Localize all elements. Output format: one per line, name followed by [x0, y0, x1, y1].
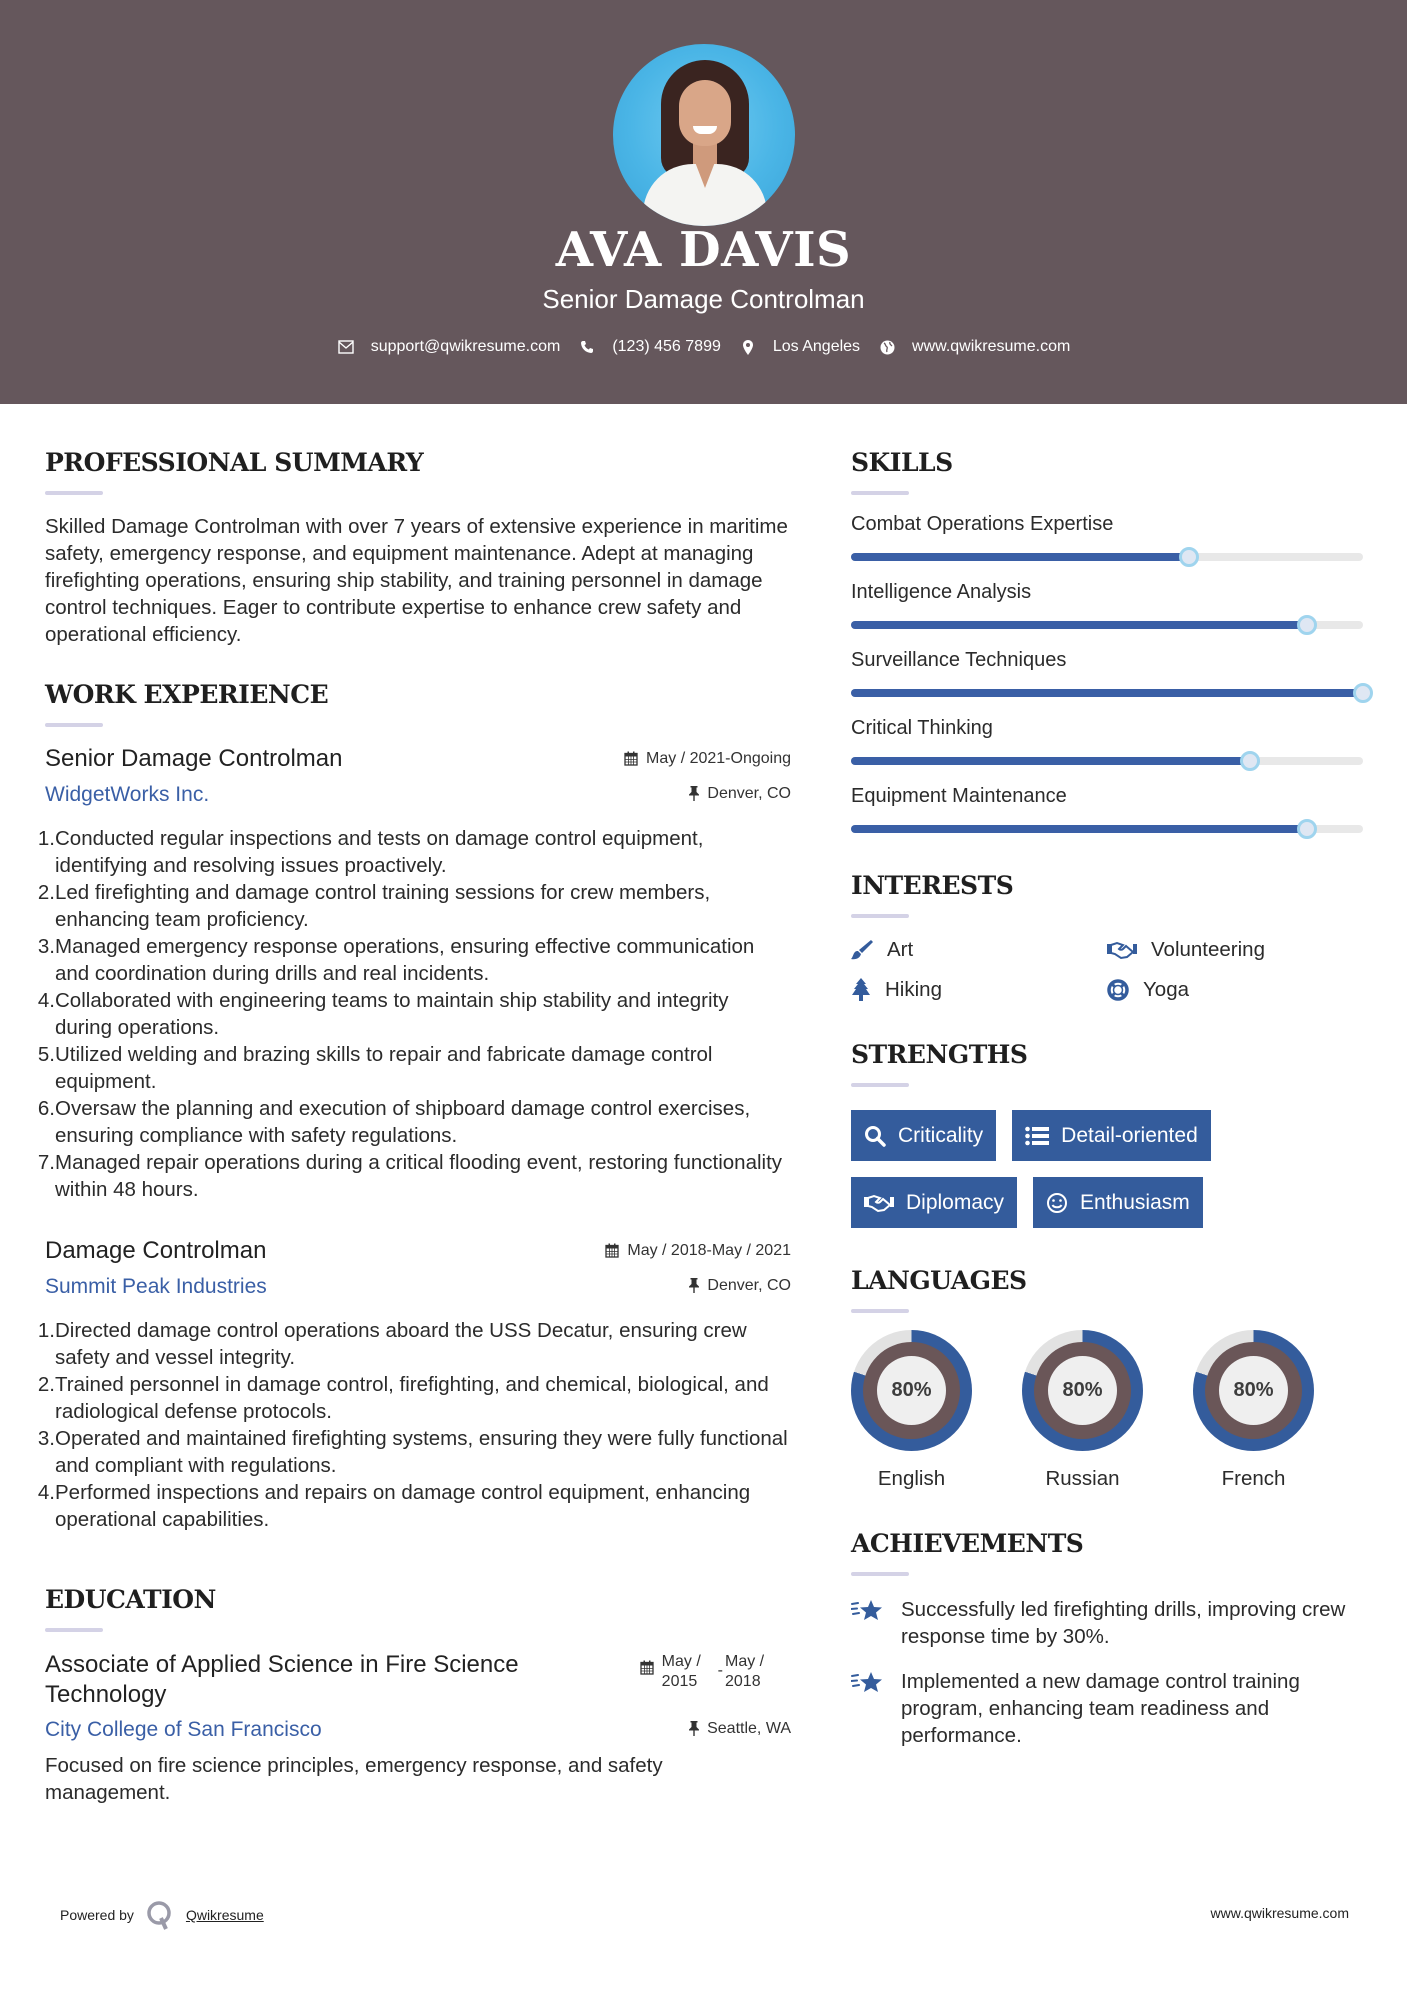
strength-chip: Detail-oriented	[1012, 1110, 1211, 1161]
education-dates: May / 2015 - May / 2018	[640, 1652, 791, 1692]
list-item: 5. Utilized welding and brazing skills to repair and fabricate damage control equipment.	[37, 1043, 713, 1093]
job-entry	[37, 745, 791, 1203]
contact-phone-text: (123) 456 7899	[612, 338, 721, 355]
list-item: 2. Led firefighting and damage control training sessions for crew members, enhancing team proficiency.	[37, 881, 711, 931]
achievement-item: Successfully led firefighting drills, improving crew response time by 30%.	[851, 1596, 1367, 1650]
school-name: City College of San Francisco	[45, 1718, 322, 1741]
calendar-icon	[640, 1660, 654, 1675]
shooting-star-icon	[851, 1598, 883, 1624]
education-section	[45, 1585, 791, 1806]
language-item: 80% Russian	[1022, 1330, 1193, 1491]
section-divider	[45, 491, 103, 495]
envelope-icon	[337, 338, 355, 356]
section-heading: WORK EXPERIENCE	[45, 680, 329, 709]
language-progress-ring: 80%	[1193, 1330, 1314, 1451]
qwikresume-logo-icon	[146, 1900, 174, 1930]
section-heading: EDUCATION	[45, 1585, 216, 1614]
achievements-section	[851, 1529, 1367, 1749]
search-icon	[864, 1125, 886, 1147]
interest-item: Volunteering	[1107, 938, 1363, 962]
list-icon	[1025, 1126, 1049, 1146]
job-dates: May / 2021-Ongoing	[624, 750, 791, 768]
pushpin-icon	[689, 786, 699, 801]
job-bullets	[37, 825, 791, 1203]
contact-website-text: www.qwikresume.com	[912, 338, 1071, 355]
footer-powered-by: Powered by Qwikresume	[60, 1900, 264, 1930]
skill-bar	[851, 621, 1363, 629]
skill-bar	[851, 689, 1363, 697]
handshake-icon	[864, 1193, 894, 1213]
language-progress-ring: 80%	[851, 1330, 972, 1451]
list-item: 1. Directed damage control operations aboard the USS Decatur, ensuring crew safety and vessel integrity.	[37, 1319, 747, 1369]
job-entry	[37, 1237, 791, 1533]
education-description: Focused on fire science principles, emergency response, and safety management.	[45, 1754, 663, 1804]
contact-location	[739, 338, 860, 356]
education-location: Seattle, WA	[689, 1720, 791, 1738]
contact-phone[interactable]	[578, 338, 721, 356]
section-divider	[851, 1572, 909, 1576]
list-item: 7. Managed repair operations during a critical flooding event, restoring functionality within 48 hours.	[37, 1151, 783, 1201]
candidate-title: Senior Damage Controlman	[542, 284, 865, 314]
languages-section	[851, 1266, 1367, 1491]
shooting-star-icon	[851, 1670, 883, 1696]
contact-email[interactable]	[337, 338, 561, 356]
handshake-icon	[1107, 940, 1137, 960]
job-title: Damage Controlman	[45, 1237, 267, 1264]
section-divider	[851, 491, 909, 495]
skill-item: Surveillance Techniques	[851, 649, 1367, 697]
footer-website[interactable]: www.qwikresume.com	[1210, 1905, 1349, 1921]
skill-item: Intelligence Analysis	[851, 581, 1367, 629]
globe-icon	[878, 338, 896, 356]
language-item: 80% English	[851, 1330, 1022, 1491]
left-column	[37, 420, 791, 1806]
skills-section	[851, 448, 1367, 833]
tree-icon	[851, 978, 871, 1002]
section-heading: STRENGTHS	[851, 1040, 1028, 1069]
calendar-icon	[605, 1243, 619, 1258]
phone-icon	[578, 338, 596, 356]
calendar-icon	[624, 751, 638, 766]
contact-location-text: Los Angeles	[772, 338, 861, 355]
contact-bar	[0, 338, 1407, 356]
pushpin-icon	[689, 1278, 699, 1293]
skill-bar	[851, 825, 1363, 833]
strength-chip: Criticality	[851, 1110, 996, 1161]
achievement-item: Implemented a new damage control training program, enhancing team readiness and performance.	[851, 1668, 1367, 1749]
job-dates: May / 2018-May / 2021	[605, 1242, 791, 1260]
job-title: Senior Damage Controlman	[45, 745, 343, 772]
section-heading: SKILLS	[851, 448, 953, 477]
smile-icon	[1046, 1192, 1068, 1214]
strength-chip: Diplomacy	[851, 1177, 1017, 1228]
list-item: 4. Performed inspections and repairs on damage control equipment, enhancing operational capabilities.	[37, 1481, 751, 1531]
profile-photo	[613, 44, 795, 226]
interest-item: Art	[851, 938, 1107, 962]
right-column	[851, 420, 1367, 1749]
summary-section	[45, 448, 791, 648]
list-item: 1. Conducted regular inspections and tests on damage control equipment, identifying and resolving issues proactively.	[37, 827, 704, 877]
section-heading: PROFESSIONAL SUMMARY	[45, 448, 424, 477]
skill-item: Critical Thinking	[851, 717, 1367, 765]
interest-item: Yoga	[1107, 978, 1363, 1002]
language-item: 80% French	[1193, 1330, 1364, 1491]
candidate-name: AVA DAVIS	[555, 222, 852, 278]
skill-item: Equipment Maintenance	[851, 785, 1367, 833]
lifebuoy-icon	[1107, 979, 1129, 1001]
section-divider	[851, 1083, 909, 1087]
interests-section	[851, 871, 1367, 1002]
job-location: Denver, CO	[689, 1277, 791, 1295]
job-company: Summit Peak Industries	[45, 1275, 267, 1298]
contact-website[interactable]	[878, 338, 1070, 356]
section-divider	[851, 1309, 909, 1313]
qwikresume-link[interactable]: Qwikresume	[185, 1907, 264, 1923]
list-item: 4. Collaborated with engineering teams to maintain ship stability and integrity during operations.	[37, 989, 729, 1039]
paintbrush-icon	[851, 939, 873, 961]
map-marker-icon	[739, 338, 757, 356]
list-item: 2. Trained personnel in damage control, firefighting, and chemical, biological, and radiological defense protocols.	[37, 1373, 769, 1423]
language-progress-ring: 80%	[1022, 1330, 1143, 1451]
section-divider	[45, 723, 103, 727]
degree-title: Associate of Applied Science in Fire Science Technology	[45, 1651, 519, 1708]
interest-item: Hiking	[851, 978, 1107, 1002]
strengths-section	[851, 1040, 1367, 1228]
resume-header	[0, 0, 1407, 404]
summary-text: Skilled Damage Controlman with over 7 years of extensive experience in maritime safety, emergency response, and equipment maintenance. Adept at managing firefighting operations, ensuring ship stability, and training personnel in damage control techniques. Eager to contribute expertise to enhance crew safety and operational efficiency.	[45, 515, 788, 646]
section-heading: INTERESTS	[851, 871, 1014, 900]
section-divider	[45, 1628, 103, 1632]
experience-section	[37, 680, 791, 1533]
job-location: Denver, CO	[689, 785, 791, 803]
strength-chip: Enthusiasm	[1033, 1177, 1203, 1228]
skill-bar	[851, 553, 1363, 561]
pushpin-icon	[689, 1721, 699, 1736]
section-heading: LANGUAGES	[851, 1266, 1027, 1295]
section-divider	[851, 914, 909, 918]
list-item: 3. Managed emergency response operations, ensuring effective communication and coordination during drills and real incidents.	[37, 935, 755, 985]
section-heading: ACHIEVEMENTS	[851, 1529, 1084, 1558]
list-item: 6. Oversaw the planning and execution of shipboard damage control exercises, ensuring compliance with safety regulations.	[37, 1097, 751, 1147]
skill-item: Combat Operations Expertise	[851, 513, 1367, 561]
job-company: WidgetWorks Inc.	[45, 783, 210, 806]
job-bullets	[37, 1317, 791, 1533]
contact-email-text: support@qwikresume.com	[370, 338, 561, 355]
skill-bar	[851, 757, 1363, 765]
list-item: 3. Operated and maintained firefighting systems, ensuring they were fully functional and compliant with regulations.	[37, 1427, 788, 1477]
